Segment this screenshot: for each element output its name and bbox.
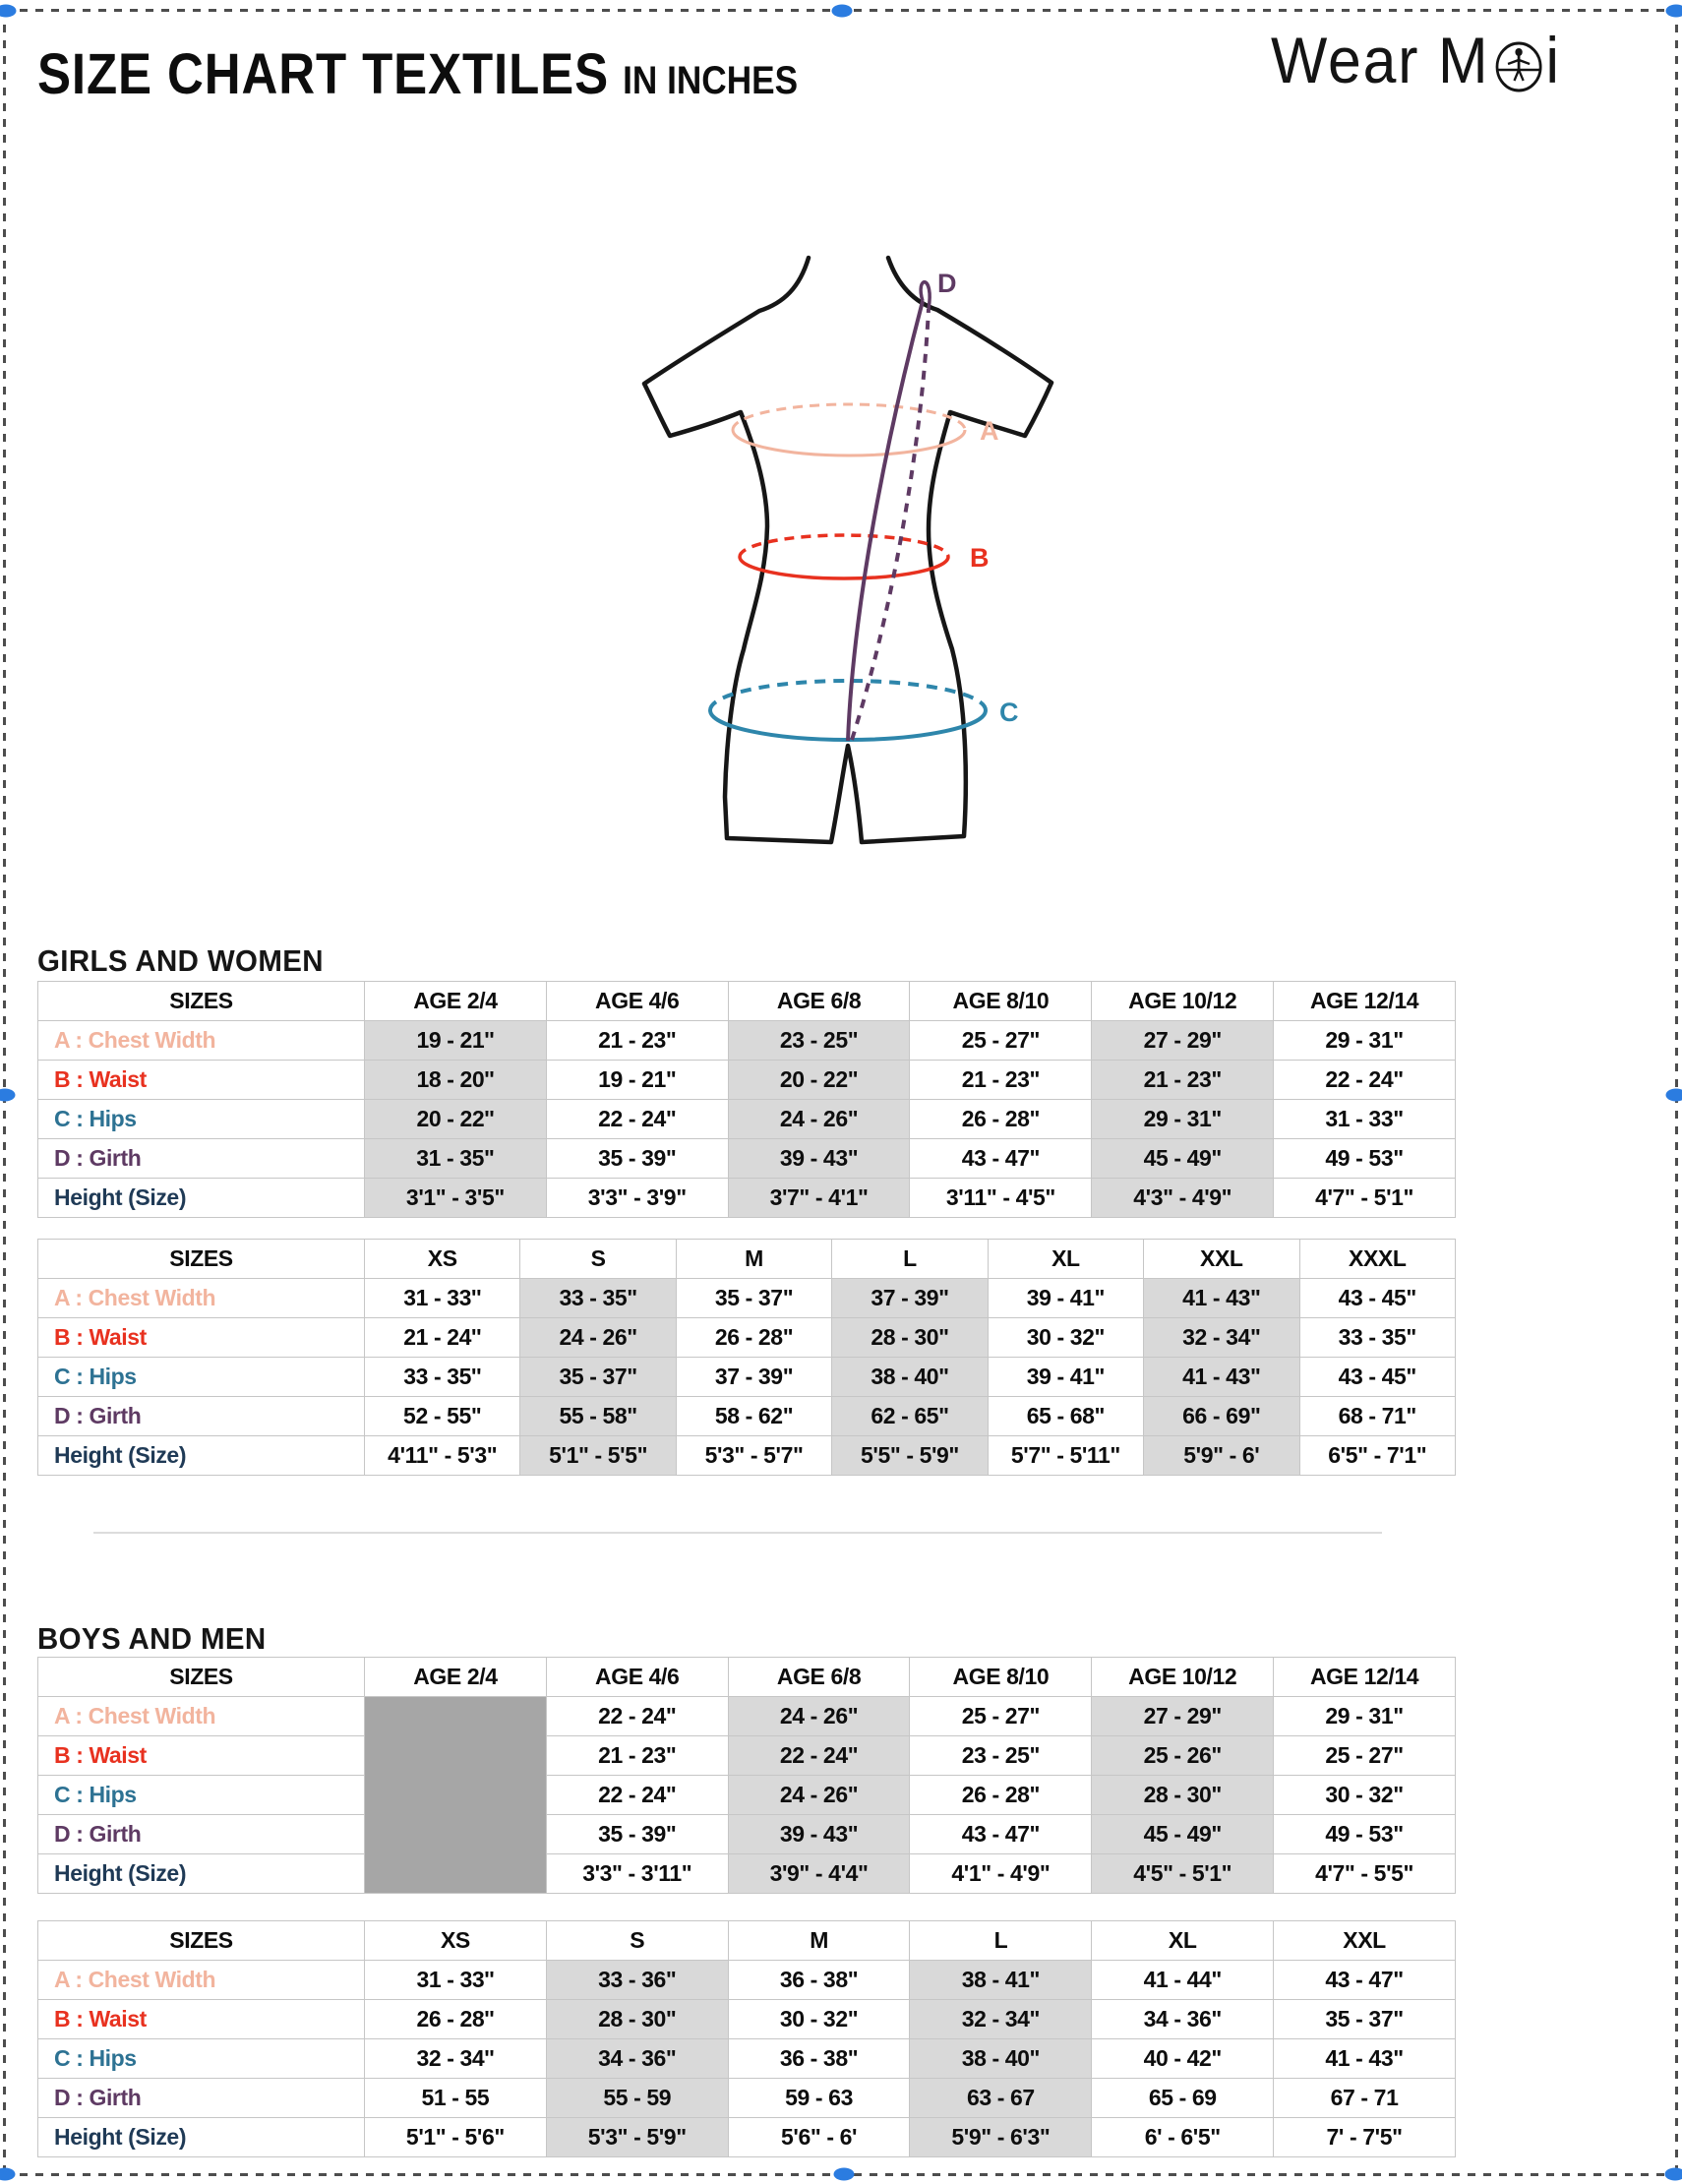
size-value-cell: 55 - 58" <box>520 1397 676 1436</box>
size-value-cell: 24 - 26" <box>728 1697 910 1736</box>
size-value-cell: 51 - 55 <box>365 2079 547 2118</box>
girls-letter-size-table-wrap <box>37 1239 1456 1476</box>
selection-handle-top-right[interactable] <box>1666 5 1682 18</box>
page-title-units: IN INCHES <box>623 59 799 102</box>
size-value-cell: 34 - 36" <box>546 2039 728 2079</box>
size-value-cell: 25 - 27" <box>910 1021 1092 1061</box>
size-value-cell: 5'6" - 6' <box>728 2118 910 2157</box>
size-value-cell: 58 - 62" <box>676 1397 831 1436</box>
size-value-cell: 20 - 22'' <box>365 1100 547 1139</box>
waist-ellipse-front <box>740 557 948 578</box>
page-title <box>37 41 798 107</box>
size-value-cell: 25 - 26" <box>1092 1736 1274 1776</box>
size-value-cell: 59 - 63 <box>728 2079 910 2118</box>
size-value-cell: 20 - 22" <box>728 1061 910 1100</box>
size-value-cell: 4'7" - 5'5" <box>1274 1854 1456 1894</box>
selection-handle-bottom-right[interactable] <box>1665 2168 1682 2181</box>
size-value-cell: 25 - 27" <box>1274 1736 1456 1776</box>
size-value-cell: 22 - 24" <box>546 1697 728 1736</box>
size-value-cell: 3'1" - 3'5" <box>365 1179 547 1218</box>
row-label: Height (Size) <box>38 2118 365 2157</box>
row-label: C : Hips <box>38 1100 365 1139</box>
size-value-cell: 43 - 47" <box>910 1139 1092 1179</box>
size-value-cell: 21 - 24'' <box>365 1318 520 1358</box>
size-value-cell: 35 - 37" <box>676 1279 831 1318</box>
selection-handle-bottom-middle[interactable] <box>834 2168 855 2181</box>
selection-handle-left-middle[interactable] <box>0 1089 16 1102</box>
size-value-cell: 6' - 6'5" <box>1092 2118 1274 2157</box>
row-label: B : Waist <box>38 2000 365 2039</box>
size-value-cell: 21 - 23" <box>910 1061 1092 1100</box>
size-value-cell: 3'11" - 4'5" <box>910 1179 1092 1218</box>
size-value-cell: 35 - 39" <box>546 1139 728 1179</box>
size-value-cell: 5'3" - 5'7" <box>676 1436 831 1476</box>
row-label: B : Waist <box>38 1318 365 1358</box>
size-value-cell: 32 - 34" <box>910 2000 1092 2039</box>
size-value-cell: 3'3" - 3'11" <box>546 1854 728 1894</box>
column-header-cell: XS <box>365 1921 547 1961</box>
section-heading-girls-and-women: GIRLS AND WOMEN <box>37 942 324 978</box>
row-label: D : Girth <box>38 2079 365 2118</box>
size-value-cell: 43 - 47" <box>1274 1961 1456 2000</box>
row-label: A : Chest Width <box>38 1279 365 1318</box>
size-value-cell: 39 - 41" <box>988 1279 1143 1318</box>
size-value-cell: 41 - 43" <box>1144 1279 1299 1318</box>
size-value-cell: 21 - 23" <box>1092 1061 1274 1100</box>
size-value-cell: 39 - 41" <box>988 1358 1143 1397</box>
size-value-cell: 49 - 53" <box>1274 1139 1456 1179</box>
column-header-cell: AGE 12/14 <box>1274 1658 1456 1697</box>
size-value-cell: 45 - 49" <box>1092 1139 1274 1179</box>
column-header-cell: AGE 2/4 <box>365 982 547 1021</box>
size-value-cell: 36 - 38" <box>728 2039 910 2079</box>
size-value-cell: 38 - 40" <box>910 2039 1092 2079</box>
chest-ellipse-front <box>733 430 965 455</box>
size-value-cell: 43 - 45" <box>1299 1358 1455 1397</box>
column-header-cell: AGE 12/14 <box>1274 982 1456 1021</box>
size-value-cell: 19 - 21'' <box>365 1021 547 1061</box>
size-value-cell: 23 - 25" <box>910 1736 1092 1776</box>
size-table <box>37 981 1456 1218</box>
row-label: D : Girth <box>38 1815 365 1854</box>
column-header-cell: AGE 6/8 <box>728 1658 910 1697</box>
size-table <box>37 1920 1456 2157</box>
row-label: Height (Size) <box>38 1854 365 1894</box>
column-header-cell: S <box>546 1921 728 1961</box>
size-value-cell: 55 - 59 <box>546 2079 728 2118</box>
brand-logo <box>1271 26 1561 94</box>
size-value-cell: 30 - 32" <box>1274 1776 1456 1815</box>
size-value-cell: 7' - 7'5" <box>1274 2118 1456 2157</box>
size-value-cell: 40 - 42" <box>1092 2039 1274 2079</box>
sizes-header-cell: SIZES <box>38 1240 365 1279</box>
size-value-cell: 41 - 44" <box>1092 1961 1274 2000</box>
section-heading-boys-and-men: BOYS AND MEN <box>37 1620 267 1656</box>
size-value-cell: 24 - 26" <box>728 1100 910 1139</box>
column-header-cell: AGE 10/12 <box>1092 982 1274 1021</box>
column-header-cell: AGE 4/6 <box>546 1658 728 1697</box>
diagram-label-hips: C <box>999 698 1019 727</box>
size-value-cell: 5'1" - 5'5" <box>520 1436 676 1476</box>
page-title-main: SIZE CHART TEXTILES <box>37 42 610 106</box>
size-value-cell: 27 - 29" <box>1092 1697 1274 1736</box>
sizes-header-cell: SIZES <box>38 982 365 1021</box>
size-value-cell: 33 - 36" <box>546 1961 728 2000</box>
column-header-cell: M <box>676 1240 831 1279</box>
selection-handle-top-left[interactable] <box>0 5 17 18</box>
empty-blocked-cell <box>365 1697 547 1894</box>
size-value-cell: 67 - 71 <box>1274 2079 1456 2118</box>
size-value-cell: 62 - 65" <box>832 1397 988 1436</box>
size-value-cell: 38 - 40" <box>832 1358 988 1397</box>
size-value-cell: 26 - 28" <box>910 1100 1092 1139</box>
body-measurement-diagram <box>551 177 1161 880</box>
size-value-cell: 6'5" - 7'1" <box>1299 1436 1455 1476</box>
row-label: A : Chest Width <box>38 1021 365 1061</box>
size-value-cell: 19 - 21" <box>546 1061 728 1100</box>
girls-age-size-table-wrap <box>37 981 1456 1218</box>
size-value-cell: 31 - 33'' <box>365 1961 547 2000</box>
size-value-cell: 18 - 20'' <box>365 1061 547 1100</box>
size-value-cell: 52 - 55" <box>365 1397 520 1436</box>
size-value-cell: 36 - 38" <box>728 1961 910 2000</box>
size-value-cell: 31 - 33" <box>1274 1100 1456 1139</box>
size-value-cell: 28 - 30" <box>546 2000 728 2039</box>
size-value-cell: 27 - 29" <box>1092 1021 1274 1061</box>
column-header-cell: L <box>910 1921 1092 1961</box>
size-value-cell: 3'3" - 3'9" <box>546 1179 728 1218</box>
size-value-cell: 38 - 41" <box>910 1961 1092 2000</box>
size-value-cell: 4'5" - 5'1" <box>1092 1854 1274 1894</box>
size-value-cell: 28 - 30" <box>832 1318 988 1358</box>
size-value-cell: 37 - 39" <box>832 1279 988 1318</box>
size-value-cell: 49 - 53" <box>1274 1815 1456 1854</box>
row-label: D : Girth <box>38 1397 365 1436</box>
size-value-cell: 66 - 69" <box>1144 1397 1299 1436</box>
size-value-cell: 26 - 28" <box>910 1776 1092 1815</box>
size-value-cell: 35 - 37" <box>520 1358 676 1397</box>
size-table <box>37 1657 1456 1894</box>
size-value-cell: 22 - 24" <box>546 1100 728 1139</box>
size-value-cell: 29 - 31" <box>1274 1021 1456 1061</box>
size-value-cell: 25 - 27" <box>910 1697 1092 1736</box>
size-value-cell: 35 - 39" <box>546 1815 728 1854</box>
selection-handle-right-middle[interactable] <box>1666 1089 1682 1102</box>
sizes-header-cell: SIZES <box>38 1658 365 1697</box>
size-value-cell: 5'5" - 5'9" <box>832 1436 988 1476</box>
size-value-cell: 5'7" - 5'11" <box>988 1436 1143 1476</box>
size-value-cell: 5'3" - 5'9" <box>546 2118 728 2157</box>
column-header-cell: AGE 8/10 <box>910 1658 1092 1697</box>
size-value-cell: 30 - 32" <box>728 2000 910 2039</box>
size-value-cell: 24 - 26" <box>520 1318 676 1358</box>
row-label: B : Waist <box>38 1061 365 1100</box>
diagram-label-chest: A <box>980 416 999 446</box>
size-value-cell: 22 - 24" <box>546 1776 728 1815</box>
ballerina-o-icon <box>1493 39 1544 94</box>
column-header-cell: L <box>832 1240 988 1279</box>
column-header-cell: XL <box>1092 1921 1274 1961</box>
column-header-cell: AGE 2/4 <box>365 1658 547 1697</box>
column-header-cell: XXL <box>1144 1240 1299 1279</box>
size-value-cell: 29 - 31" <box>1274 1697 1456 1736</box>
size-value-cell: 43 - 45" <box>1299 1279 1455 1318</box>
column-header-cell: AGE 10/12 <box>1092 1658 1274 1697</box>
size-value-cell: 28 - 30" <box>1092 1776 1274 1815</box>
row-label: A : Chest Width <box>38 1961 365 2000</box>
column-header-cell: AGE 4/6 <box>546 982 728 1021</box>
size-value-cell: 65 - 69 <box>1092 2079 1274 2118</box>
row-label: C : Hips <box>38 1776 365 1815</box>
size-value-cell: 21 - 23" <box>546 1736 728 1776</box>
sizes-header-cell: SIZES <box>38 1921 365 1961</box>
size-value-cell: 4'7" - 5'1" <box>1274 1179 1456 1218</box>
size-table <box>37 1239 1456 1476</box>
size-value-cell: 39 - 43" <box>728 1139 910 1179</box>
size-value-cell: 22 - 24" <box>1274 1061 1456 1100</box>
size-value-cell: 68 - 71" <box>1299 1397 1455 1436</box>
brand-text-suffix: i <box>1545 24 1561 96</box>
size-value-cell: 41 - 43" <box>1274 2039 1456 2079</box>
boys-letter-size-table-wrap <box>37 1920 1456 2157</box>
size-value-cell: 33 - 35'' <box>365 1358 520 1397</box>
size-value-cell: 21 - 23" <box>546 1021 728 1061</box>
row-label: D : Girth <box>38 1139 365 1179</box>
column-header-cell: XS <box>365 1240 520 1279</box>
row-label: Height (Size) <box>38 1179 365 1218</box>
size-value-cell: 3'9" - 4'4" <box>728 1854 910 1894</box>
girth-line-front <box>848 301 923 741</box>
diagram-label-waist: B <box>970 543 990 573</box>
column-header-cell: XXL <box>1274 1921 1456 1961</box>
column-header-cell: AGE 8/10 <box>910 982 1092 1021</box>
size-value-cell: 26 - 28'' <box>365 2000 547 2039</box>
column-header-cell: S <box>520 1240 676 1279</box>
brand-text-prefix: Wear M <box>1271 24 1490 96</box>
column-header-cell: M <box>728 1921 910 1961</box>
chest-ellipse-back <box>733 404 965 430</box>
size-value-cell: 33 - 35" <box>1299 1318 1455 1358</box>
size-value-cell: 45 - 49" <box>1092 1815 1274 1854</box>
column-header-cell: AGE 6/8 <box>728 982 910 1021</box>
column-header-cell: XXXL <box>1299 1240 1455 1279</box>
size-value-cell: 4'1" - 4'9" <box>910 1854 1092 1894</box>
size-value-cell: 23 - 25" <box>728 1021 910 1061</box>
row-label: A : Chest Width <box>38 1697 365 1736</box>
size-value-cell: 33 - 35" <box>520 1279 676 1318</box>
girth-line-back <box>852 309 929 740</box>
waist-ellipse-back <box>740 535 948 557</box>
size-value-cell: 63 - 67 <box>910 2079 1092 2118</box>
size-value-cell: 29 - 31" <box>1092 1100 1274 1139</box>
column-header-cell: XL <box>988 1240 1143 1279</box>
row-label: C : Hips <box>38 2039 365 2079</box>
row-label: C : Hips <box>38 1358 365 1397</box>
size-value-cell: 65 - 68" <box>988 1397 1143 1436</box>
size-value-cell: 35 - 37" <box>1274 2000 1456 2039</box>
boys-age-size-table-wrap <box>37 1657 1456 1894</box>
size-value-cell: 24 - 26" <box>728 1776 910 1815</box>
size-value-cell: 4'11" - 5'3" <box>365 1436 520 1476</box>
size-value-cell: 32 - 34" <box>1144 1318 1299 1358</box>
row-label: Height (Size) <box>38 1436 365 1476</box>
diagram-label-girth: D <box>937 269 957 298</box>
selection-handle-bottom-left[interactable] <box>0 2168 16 2181</box>
size-value-cell: 5'1" - 5'6" <box>365 2118 547 2157</box>
size-value-cell: 3'7" - 4'1" <box>728 1179 910 1218</box>
torso-outline <box>644 258 1051 842</box>
selection-handle-top-middle[interactable] <box>832 5 853 18</box>
section-divider <box>93 1532 1382 1534</box>
size-value-cell: 30 - 32" <box>988 1318 1143 1358</box>
row-label: B : Waist <box>38 1736 365 1776</box>
size-value-cell: 41 - 43" <box>1144 1358 1299 1397</box>
size-value-cell: 34 - 36" <box>1092 2000 1274 2039</box>
size-value-cell: 31 - 33'' <box>365 1279 520 1318</box>
size-value-cell: 4'3" - 4'9" <box>1092 1179 1274 1218</box>
size-value-cell: 43 - 47" <box>910 1815 1092 1854</box>
size-value-cell: 5'9" - 6' <box>1144 1436 1299 1476</box>
size-value-cell: 37 - 39" <box>676 1358 831 1397</box>
size-value-cell: 22 - 24" <box>728 1736 910 1776</box>
size-value-cell: 31 - 35" <box>365 1139 547 1179</box>
size-value-cell: 39 - 43" <box>728 1815 910 1854</box>
size-value-cell: 26 - 28" <box>676 1318 831 1358</box>
size-value-cell: 32 - 34'' <box>365 2039 547 2079</box>
size-value-cell: 5'9" - 6'3" <box>910 2118 1092 2157</box>
